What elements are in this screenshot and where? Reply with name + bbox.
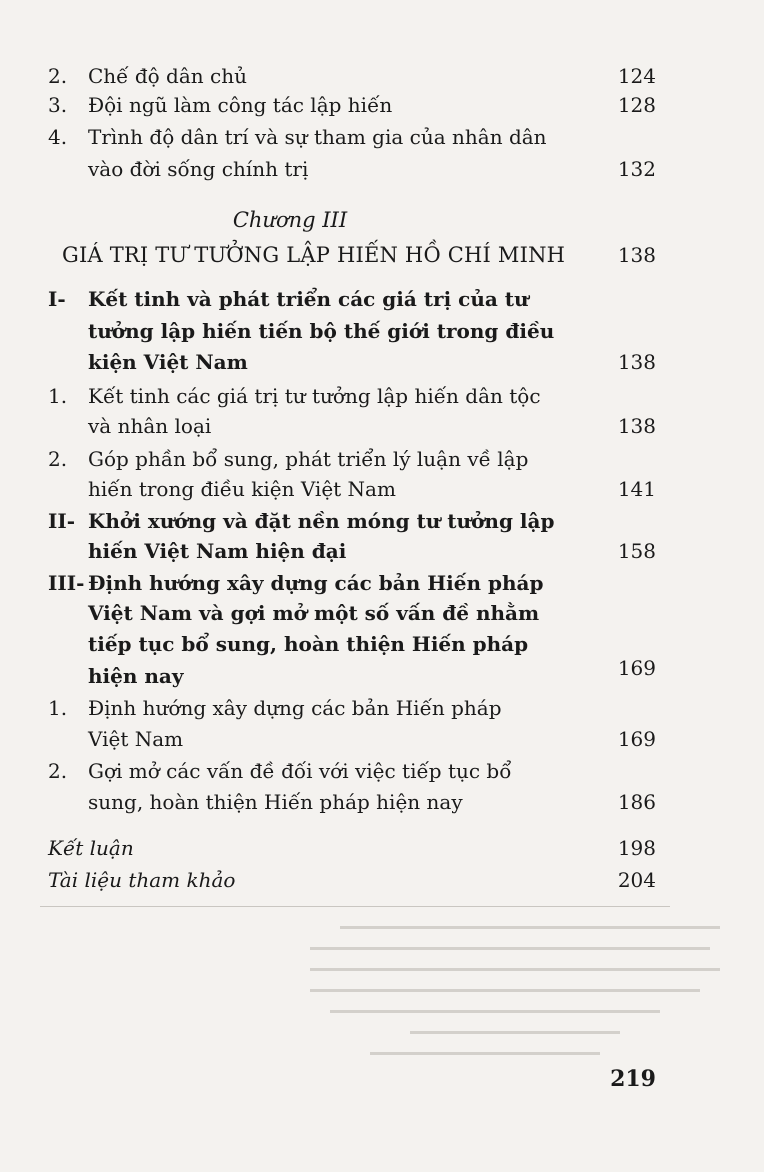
entry-title: và nhân loại [88,414,212,438]
entry-number: 4. [48,125,68,149]
backmatter-title: Kết luận [48,836,134,860]
entry-title: Đội ngũ làm công tác lập hiến [88,93,393,117]
entry-page: 128 [617,93,656,117]
section-page: 158 [617,539,656,563]
section-title: kiện Việt Nam [88,350,248,374]
entry-number: 2. [48,447,68,471]
show-through-text [300,918,720,1065]
entry-number: 3. [48,93,68,117]
entry-title: hiến trong điều kiện Việt Nam [88,477,396,501]
section-title: Định hướng xây dựng các bản Hiến pháp [88,571,544,595]
entry-page: 186 [617,790,656,814]
entry-title: Định hướng xây dựng các bản Hiến pháp [88,696,502,720]
chapter-page: 138 [617,243,656,267]
section-title: hiện nay [88,664,184,688]
section-page: 138 [617,350,656,374]
chapter-label: Chương III [232,208,348,232]
entry-title: Chế độ dân chủ [88,64,247,88]
backmatter-page: 198 [617,836,656,860]
entry-number: 1. [48,696,68,720]
entry-number: 2. [48,64,68,88]
entry-page: 124 [617,64,656,88]
section-page: 169 [617,656,656,680]
chapter-title: GIÁ TRỊ TƯ TƯỞNG LẬP HIẾN HỒ CHÍ MINH [62,243,566,267]
page-number: 219 [610,1066,656,1092]
entry-title: Góp phần bổ sung, phát triển lý luận về lập [88,447,529,471]
backmatter-page: 204 [617,868,656,892]
section-title: tưởng lập hiến tiến bộ thế giới trong điều [88,319,555,343]
backmatter-title: Tài liệu tham khảo [48,868,236,892]
entry-title: Việt Nam [88,727,184,751]
entry-number: 1. [48,384,68,408]
section-title: Kết tinh và phát triển các giá trị của tư [88,287,529,311]
entry-page: 138 [617,414,656,438]
divider [40,906,670,907]
entry-title: Kết tinh các giá trị tư tưởng lập hiến dân tộc [88,384,541,408]
entry-page: 169 [617,727,656,751]
section-number: III- [48,571,85,595]
section-title: tiếp tục bổ sung, hoàn thiện Hiến pháp [88,632,529,656]
entry-title: Gợi mở các vấn đề đối với việc tiếp tục bổ [88,759,512,783]
section-title: Việt Nam và gợi mở một số vấn đề nhằm [88,601,540,625]
section-number: II- [48,509,76,533]
entry-number: 2. [48,759,68,783]
entry-title: sung, hoàn thiện Hiến pháp hiện nay [88,790,463,814]
section-title: Khởi xướng và đặt nền móng tư tưởng lập [88,509,555,533]
entry-title: vào đời sống chính trị [88,157,309,181]
entry-title: Trình độ dân trí và sự tham gia của nhân dân [88,125,547,149]
section-number: I- [48,287,66,311]
section-title: hiến Việt Nam hiện đại [88,539,347,563]
show-through-lines [300,918,720,1058]
entry-page: 132 [617,157,656,181]
entry-page: 141 [617,477,656,501]
